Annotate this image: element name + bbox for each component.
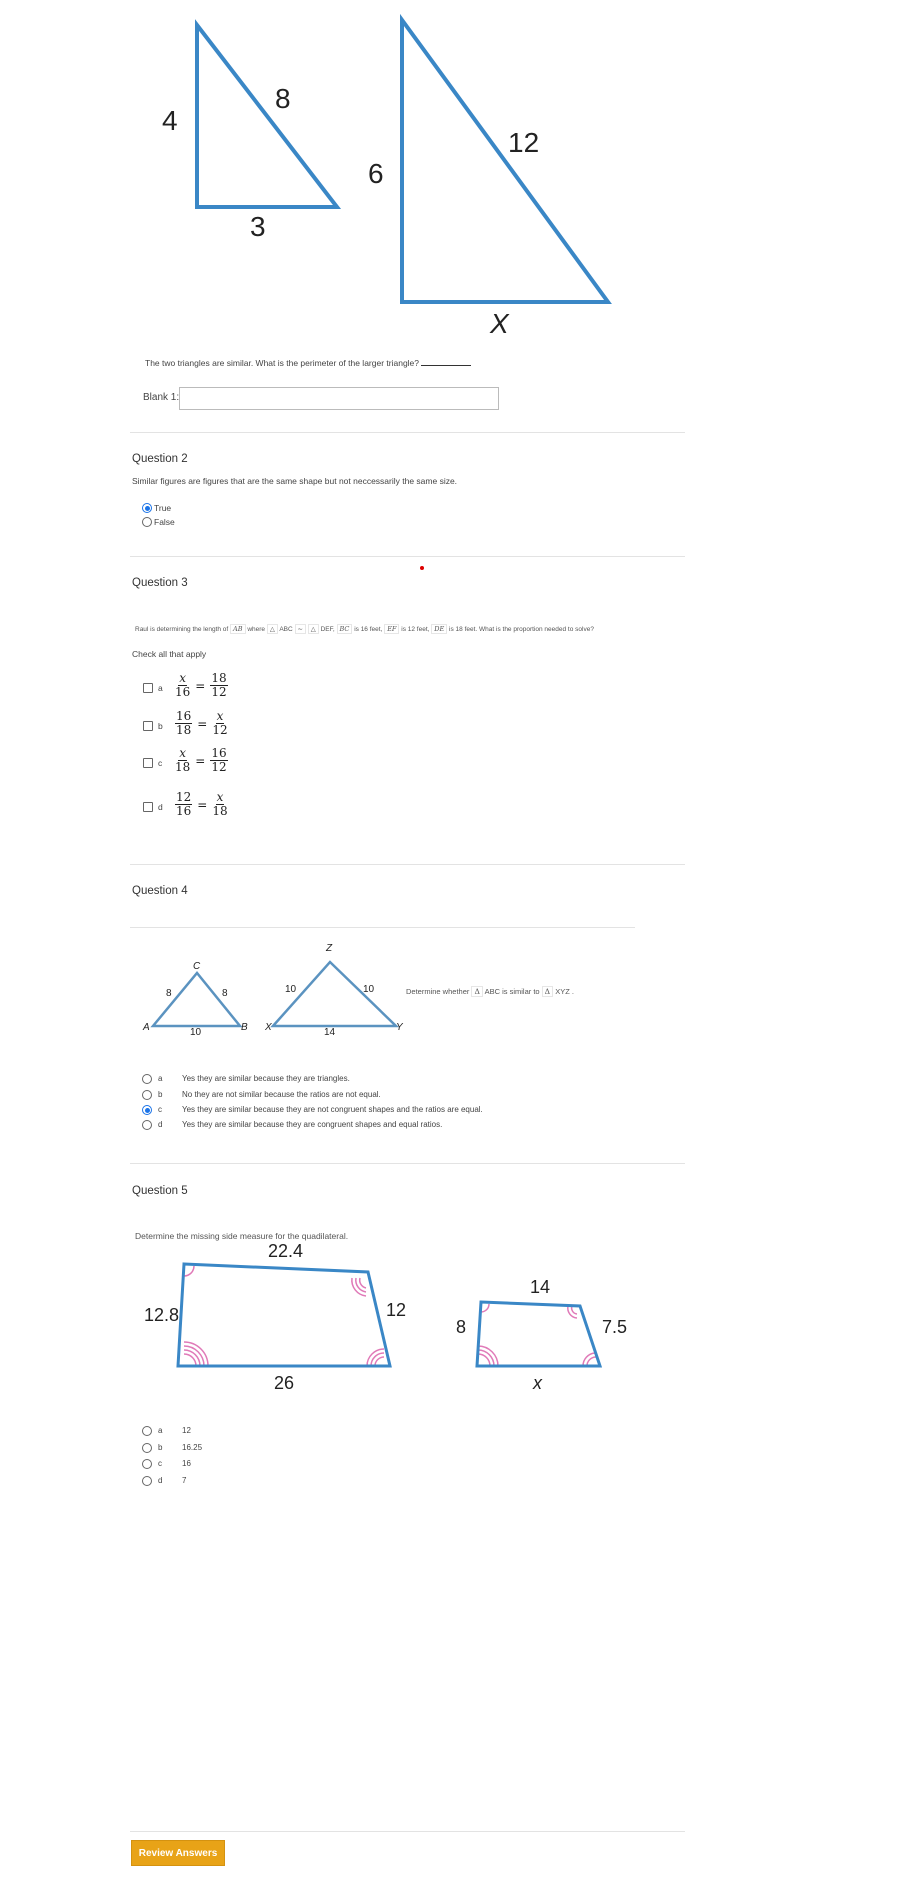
label-small-left: 4: [162, 105, 178, 136]
proportion-option-d: [175, 791, 228, 818]
option-letter: c: [158, 1459, 162, 1468]
equals-sign: =: [195, 753, 206, 768]
text: DEF,: [320, 626, 335, 633]
small-bottom-label: x: [533, 1373, 542, 1393]
question-2-heading: Question 2: [132, 453, 188, 465]
math-bc: BC: [337, 624, 353, 634]
divider: [130, 1163, 685, 1164]
small-top-label: 14: [530, 1277, 551, 1297]
label-large-hyp: 12: [508, 127, 540, 158]
option-letter: a: [158, 1074, 163, 1083]
option-text: 12: [182, 1426, 191, 1435]
radio-option-a[interactable]: [142, 1074, 152, 1084]
option-letter: d: [158, 802, 163, 812]
math-ab: AB: [230, 624, 245, 634]
numerator: 16: [211, 746, 227, 760]
blank-1-input[interactable]: [179, 387, 499, 410]
option-letter: d: [158, 1476, 163, 1485]
numerator: x: [216, 709, 224, 723]
vertex-b: B: [241, 1022, 248, 1033]
checkbox-option-d[interactable]: [143, 802, 153, 812]
radio-option-b[interactable]: [142, 1443, 152, 1453]
side-yz: 10: [363, 984, 375, 995]
divider: [130, 556, 685, 557]
divider: [130, 1831, 685, 1832]
text: ABC is similar to: [484, 987, 540, 996]
numerator: 16: [176, 709, 192, 723]
numerator: x: [216, 790, 224, 804]
large-right-label: 12: [386, 1300, 407, 1320]
proportion-option-c: [175, 747, 228, 774]
proportion-option-a: [175, 672, 228, 699]
math-ef: EF: [384, 624, 399, 634]
question-4-heading: Question 4: [132, 885, 188, 897]
radio-option-b[interactable]: [142, 1090, 152, 1100]
option-letter: b: [158, 721, 163, 731]
option-letter: a: [158, 683, 163, 693]
vertex-c: C: [193, 961, 201, 972]
radio-true[interactable]: [142, 503, 152, 513]
check-all-instruction: Check all that apply: [132, 649, 207, 659]
similar-triangles-figure: [140, 10, 640, 340]
checkbox-option-b[interactable]: [143, 721, 153, 731]
equals-sign: =: [195, 678, 206, 693]
option-text: 16.25: [182, 1443, 203, 1452]
option-letter: b: [158, 1090, 163, 1099]
question-3-heading: Question 3: [132, 577, 188, 589]
text: Raul is determining the length of: [135, 626, 229, 633]
small-right-label: 7.5: [602, 1317, 628, 1337]
q1-question: The two triangles are similar. What is the perimeter of the larger triangle?: [145, 358, 420, 368]
option-text: Yes they are similar because they are congruent shapes and equal ratios.: [182, 1120, 443, 1129]
option-text: 16: [182, 1459, 191, 1468]
radio-option-c[interactable]: [142, 1105, 152, 1115]
text: ABC: [279, 626, 293, 633]
denominator: 12: [211, 760, 227, 774]
proportion-option-b: [175, 710, 228, 737]
divider: [130, 927, 635, 928]
option-text: Yes they are similar because they are triangles.: [182, 1074, 350, 1083]
triangle-symbol: Δ: [542, 986, 553, 997]
denominator: 18: [175, 760, 191, 774]
denominator: 18: [176, 723, 192, 737]
review-answers-button[interactable]: Review Answers: [131, 1840, 225, 1866]
red-dot: [420, 566, 424, 570]
denominator: 16: [175, 685, 191, 699]
triangle-symbol: Δ: [471, 986, 482, 997]
large-bottom-label: 26: [274, 1373, 295, 1393]
numerator: 18: [211, 671, 227, 685]
vertex-z: Z: [326, 943, 333, 954]
divider: [130, 864, 685, 865]
text: is 18 feet. What is the proportion needed to solve?: [449, 626, 594, 633]
denominator: 18: [212, 804, 228, 818]
numerator: x: [179, 671, 187, 685]
quadrilaterals-figure: [140, 1236, 640, 1396]
text: XYZ .: [555, 987, 574, 996]
text: where: [247, 626, 266, 633]
denominator: 16: [176, 804, 192, 818]
question-3-text: [135, 624, 594, 634]
blank-line: [421, 365, 471, 366]
question-5-heading: Question 5: [132, 1185, 188, 1197]
math-de: DE: [431, 624, 447, 634]
text: is 12 feet,: [401, 626, 430, 633]
label-large-left: 6: [368, 158, 384, 189]
numerator: x: [179, 746, 187, 760]
option-text: 7: [182, 1476, 187, 1485]
vertex-y: Y: [396, 1022, 403, 1033]
triangle-symbol: △: [308, 624, 319, 634]
large-left-label: 12.8: [144, 1305, 180, 1325]
triangle-abc: [153, 973, 240, 1026]
radio-option-d[interactable]: [142, 1476, 152, 1486]
side-xy: 14: [324, 1027, 336, 1038]
divider: [130, 432, 685, 433]
question-5-text: Determine the missing side measure for the quadilateral.: [135, 1231, 349, 1241]
option-letter: c: [158, 758, 163, 768]
checkbox-option-c[interactable]: [143, 758, 153, 768]
triangle-symbol: △: [267, 624, 278, 634]
option-text: No they are not similar because the ratios are not equal.: [182, 1090, 381, 1099]
label-small-hyp: 8: [275, 83, 291, 114]
radio-option-c[interactable]: [142, 1459, 152, 1469]
radio-false[interactable]: [142, 517, 152, 527]
triangles-abc-xyz-figure: [140, 935, 410, 1045]
blank-1-label: Blank 1:: [143, 392, 180, 403]
equals-sign: =: [197, 797, 208, 812]
q1-text: [145, 358, 471, 368]
radio-option-a[interactable]: [142, 1426, 152, 1436]
question-4-prompt: [406, 986, 574, 997]
similar-symbol: ~: [295, 624, 306, 634]
option-letter: c: [158, 1105, 162, 1114]
side-xz: 10: [285, 984, 297, 995]
vertex-x: X: [265, 1022, 272, 1033]
label-large-base: X: [490, 308, 509, 339]
question-2-text: Similar figures are figures that are the same shape but not neccessarily the same size.: [132, 476, 458, 486]
small-left-label: 8: [456, 1317, 467, 1337]
text: is 16 feet,: [354, 626, 383, 633]
option-text: Yes they are similar because they are not congruent shapes and the ratios are equal.: [182, 1105, 483, 1114]
large-quadrilateral: [178, 1264, 390, 1366]
large-top-label: 22.4: [268, 1241, 304, 1261]
side-bc: 8: [222, 988, 228, 999]
radio-option-d[interactable]: [142, 1120, 152, 1130]
equals-sign: =: [197, 716, 208, 731]
option-true-label: True: [154, 503, 172, 513]
large-triangle: [402, 20, 608, 302]
side-ab: 10: [190, 1027, 202, 1038]
option-letter: d: [158, 1120, 163, 1129]
side-ac: 8: [166, 988, 172, 999]
denominator: 12: [211, 685, 227, 699]
denominator: 12: [212, 723, 228, 737]
label-small-base: 3: [250, 211, 266, 242]
small-triangle: [197, 25, 337, 207]
option-false-label: False: [154, 517, 175, 527]
checkbox-option-a[interactable]: [143, 683, 153, 693]
option-letter: b: [158, 1443, 163, 1452]
numerator: 12: [176, 790, 192, 804]
vertex-a: A: [143, 1022, 150, 1033]
option-letter: a: [158, 1426, 163, 1435]
text: Determine whether: [406, 987, 470, 996]
